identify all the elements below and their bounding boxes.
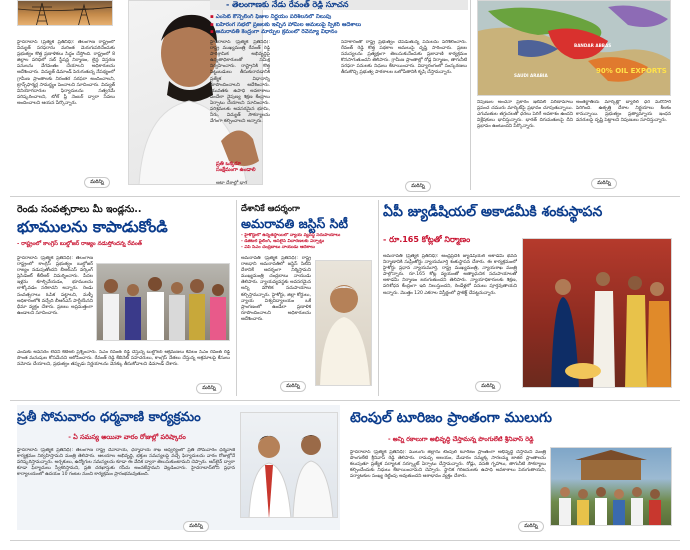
middle-east-map — [477, 0, 671, 96]
mid-bullet-3: - ఏపీ సీఎం చంద్రబాబు నాయుడు ఆదేశాలు — [241, 244, 315, 250]
bullet-1-text: ఎంసెట్ కౌన్సెలింగ్ ఫీజుల నిర్ణయం పరిశీలనలో నిలుపు — [215, 14, 332, 20]
mid-bullets — [241, 233, 373, 250]
mid-left-headline: భూములను కాపాడుకోండి — [17, 218, 168, 236]
bottom-left-article-text: హైదరాబాద్ (ప్రత్యేక ప్రతినిధి): తెలంగాణ రాష్ట్ర దేవాదాయ, ధర్మాదాయ శాఖ ఆధ్వర్యంలో ప్రతీ సోమవారం ధర్మవాణి కార్యక్రమం నిర్వహిస్తామని మంత్రి తెలిపారు. ఆలయాల అభివృద్ధి, భక్తుల సమస్యలపై వచ్చే ఫిర్యాదులను వారం రోజుల్లోనే పరిష్కరిస్తామన్నారు. అర్చకులు, ఉద్యోగుల సమస్యలను కూడా ఈ వేదిక ద్వారా తెలుసుకుంటామని చెప్పారు. ఆన్‌లైన్ ద్వారా కూడా ఫిర్యాదులు స్వీకరిస్తామని, ప్రతి దరఖాస్తుకు రసీదు అందజేస్తామని వెల్లడించారు. హైదరాబాద్‌లోని ప్రధాన కార్యాలయంలో ఉదయం 10 గంటల నుంచి కార్యక్రమం ప్రారంభమవుతుంది. — [17, 448, 235, 478]
ministers-meeting-photo — [240, 412, 338, 518]
map-article-text-right: అంతర్జాతీయ మార్కెట్లో బ్యారెల్ ధర మరోసారి పెరిగింది. ఉత్పత్తి దేశాల నిర్ణయాలు కీలకం కానున్నాయి. ప్రభుత్వం ప్రత్యామ్నాయ ఇంధన వనరులపై దృష్టి పెట్టాలని నిపుణులు సూచిస్తున్నారు. — [576, 100, 671, 124]
mid-kicker: దేశానికే ఆదర్శంగా — [241, 204, 300, 214]
judicial-academy-ceremony-photo — [522, 238, 672, 388]
bottom-right-subhead: - అన్ని రకాలుగా అభివృద్ధి చేస్తామన్న పొంగులేటి శ్రీనివాస్ రెడ్డి — [388, 436, 534, 443]
mid-bullet-1: - హైకోర్టులో ఉన్నతస్థాయిలో న్యాయ వ్యవస్థ సదుపాయాలు — [241, 233, 341, 238]
map-label-oil-exports: 90% OIL EXPORTS — [596, 67, 667, 75]
page-bottom-rule — [10, 540, 680, 541]
mid-right-subhead: - రూ.165 కోట్లతో నిర్మాణం — [383, 235, 471, 244]
mid-article-text: అమరావతి (ప్రత్యేక ప్రతినిధి): రాష్ట్ర రాజధాని అమరావతిలో జస్టిస్ సిటీని దేశానికే ఆదర్శంగా నిర్మిస్తామని ముఖ్యమంత్రి చంద్రబాబు నాయుడు తెలిపారు. న్యాయవ్యవస్థకు అవసరమైన అన్ని మౌలిక సదుపాయాలు కల్పిస్తామన్నారు. హైకోర్టు, జిల్లా కోర్టులు, న్యాయ విశ్వవిద్యాలయం ఒకే ప్రాంగణంలో ఉండేలా ప్రణాళిక రూపొందించాలని అధికారులను ఆదేశించారు. — [241, 256, 311, 322]
section-divider — [10, 400, 680, 401]
read-more-button[interactable]: మరిన్ని — [475, 381, 501, 392]
bullet-3 — [210, 29, 468, 37]
mid-left-bottom-text: ఎందుకు అవసరం లేదని కేటీఆర్ ప్రశ్నించారు. సీఎం రేవంత్ రెడ్డి చేస్తున్న బుల్డోజర్ ఆక్రమణలు కేవలం సీఎం రేవంత్ రెడ్డి సొంత మనుషుల కోసమేనని ఆరోపించారు. రేవంత్ రెడ్డి కేబినెట్ సహచరులు, కాంగ్రెస్ నేతలు చేస్తున్న అక్రమాలపై కేసులు నమోదు చేయాలని, ప్రభుత్వం తప్పుడు నిర్ణయాలను వెనక్కు తీసుకోవాలని డిమాండ్ చేశారు. — [17, 350, 230, 368]
mid-bullet-2: - డిజిటల్ ఫైలింగ్, ఆన్‌లైన్ విచారణలకు ఏర్పాట్లు — [241, 238, 325, 244]
mid-left-article-text: హైదరాబాద్ (ప్రత్యేక ప్రతినిధి): తెలంగాణ రాష్ట్రంలో కాంగ్రెస్ ప్రభుత్వం బుల్డోజర్ రాజ్యం నడుపుతోందని బీఆర్ఎస్ వర్కింగ్ ప్రెసిడెంట్ కేటీఆర్ విమర్శించారు. పేదల ఇళ్లను కూల్చివేయడం, భూములను లాక్కోవడం సరికాదని అన్నారు. రెండు సంవత్సరాలు ఓపిక పట్టాలని, మళ్ళీ అధికారంలోకి వచ్చేది బీఆర్ఎస్ పార్టీయేనని ధీమా వ్యక్తం చేశారు. ప్రజలు అప్రమత్తంగా ఉండాలని సూచించారు. — [17, 256, 93, 316]
read-more-button[interactable]: మరిన్ని — [518, 521, 544, 532]
bottom-left-subhead: - ఏ సమస్య అయినా వారం రోజుల్లో పరిష్కారం — [68, 433, 186, 441]
power-tower-photo — [17, 0, 113, 26]
mid-right-headline: ఏపీ జ్యుడీషియల్ అకాడమీకి శంకుస్థాపన — [383, 204, 603, 220]
quote-label: ప్రతి ఒక్కరూ సంక్షేమంగా ఉండాలి — [216, 161, 256, 174]
mid-headline: అమరావతి జస్టిస్ సిటీ — [241, 216, 349, 231]
read-more-button[interactable]: మరిన్ని — [183, 521, 209, 532]
top-bullets — [210, 14, 468, 37]
bullet-3-text: అమరావతి కేంద్రంగా మార్పుల క్రమంలో రెవెన్యూ విధానం — [215, 29, 338, 36]
bullet-mark: ▪ — [210, 29, 216, 36]
bottom-left-headline: ప్రతీ సోమవారం ధర్మవాణి కార్యక్రమం — [17, 410, 201, 425]
transmission-tower-icon — [18, 1, 113, 26]
column-divider — [470, 0, 471, 190]
read-more-button[interactable]: మరిన్ని — [280, 381, 306, 392]
read-more-button[interactable]: మరిన్ని — [196, 383, 222, 394]
bullet-2-text: బహిరంగ సభలో ప్రజలకు ఇచ్చిన హామీల అమలుపై స్పీకర్ ఆదేశాలు — [215, 21, 362, 28]
top-headline — [210, 0, 468, 10]
mid-right-article-text: అమరావతి (ప్రత్యేక ప్రతినిధి): ఆంధ్రప్రదేశ్ జ్యుడీషియల్ అకాడమీ భవన నిర్మాణానికి సుప్రీంకోర్టు న్యాయమూర్తి శంకుస్థాపన చేశారు. ఈ కార్యక్రమంలో హైకోర్టు ప్రధాన న్యాయమూర్తి, రాష్ట్ర ముఖ్యమంత్రి, న్యాయశాఖ మంత్రి పాల్గొన్నారు. రూ.165 కోట్ల వ్యయంతో అత్యాధునిక సదుపాయాలతో అకాడమీ నిర్మాణం జరుగుతుందని తెలిపారు. న్యాయాధికారులకు శిక్షణ, పరిశోధన కేంద్రంగా ఇది నిలుస్తుందని, రెండేళ్లలో పనులు పూర్తవుతాయని అన్నారు. మొత్తం 120 ఎకరాల విస్తీర్ణంలో ప్రాజెక్ట్ చేపట్టనున్నారు. — [383, 254, 517, 296]
column-divider — [378, 200, 379, 396]
brs-leaders-photo — [96, 263, 230, 341]
bullet-1 — [210, 14, 468, 22]
chandrababu-naidu-photo — [315, 260, 372, 386]
bullet-mark: ▪ — [210, 21, 216, 28]
mid-left-subhead: - రాష్ట్రంలో కాంగ్రెస్ బుల్డోజర్ రాజ్యం నడుస్తోందన్న రేవంత్ — [17, 241, 143, 247]
top-headline-text: - తెలంగాణకు నేడు రేవంత్ రెడ్డి సూచన — [226, 0, 349, 9]
bottom-right-article-text: హైదరాబాద్ (ప్రత్యేక ప్రతినిధి): ములుగు జిల్లాను టెంపుల్ టూరిజం ప్రాంతంగా అభివృద్ధి చేస్తామని మంత్రి పొంగులేటి శ్రీనివాస్ రెడ్డి తెలిపారు. రామప్ప ఆలయం, మేడారం సమ్మక్క సారలమ్మ జాతర ప్రాంతాలను కలుపుతూ ప్రత్యేక పర్యాటక సర్క్యూట్ ఏర్పాటు చేస్తామన్నారు. రోడ్లు, వసతి గృహాలు, తాగునీటి సౌకర్యాలు కల్పించేందుకు నిధులు కేటాయించామని చెప్పారు. స్థానిక గిరిజనులకు ఉపాధి అవకాశాలు పెరుగుతాయని, పర్యాటకుల సంఖ్య రెట్టింపు అవుతుందని ఆశాభావం వ్యక్తం చేశారు. — [350, 450, 546, 480]
bullet-2 — [210, 22, 468, 30]
bottom-right-headline: టెంపుల్ టూరిజం ప్రాంతంగా ములుగు — [350, 410, 552, 426]
map-article-text-left: నిపుణుల అంచనా ప్రకారం ఇటీవలి పరిణామాలు ప్రపంచ చమురు మార్కెట్‌పై ప్రభావం చూపుతున్నాయి. ఎగుమతుల తగ్గుదలతో ధరలు పెరిగే అవకాశం ఉందని విశ్లేషకులు భావిస్తున్నారు. భారత్ దిగుమతులపై దీని ప్రభావం ఉంటుందని పేర్కొన్నారు. — [477, 100, 573, 130]
read-more-button[interactable]: మరిన్ని — [405, 181, 431, 192]
quote-attribution: ఆటా దేశాల్లో భాగ — [216, 181, 248, 186]
column-divider — [236, 200, 237, 396]
section-divider — [10, 196, 680, 197]
top-left-article-text: హైదరాబాద్ (ప్రత్యేక ప్రతినిధి): తెలంగాణ రాష్ట్రంలో విద్యుత్ సరఫరాను మరింత మెరుగుపరిచేందుకు ప్రభుత్వం కొత్త ప్రణాళికలు సిద్ధం చేస్తోంది. రాష్ట్రంలో 8 జిల్లాల పరిధిలో సబ్ స్టేషన్ల నిర్మాణం, లైన్ల విస్తరణ పనులను వేగవంతం చేయాలని అధికారులను ఆదేశించారు. విద్యుత్ డిమాండ్ పెరుగుతున్న నేపథ్యంలో గ్రామీణ ప్రాంతాలకు నిరంతర సరఫరా అందించాలని, ట్రాన్స్‌ఫార్మర్ల సామర్థ్యం పెంచాలని సూచించారు. విద్యుత్ వినియోగదారుల ఫిర్యాదులను సత్వరమే పరిష్కరించాలని, టోల్ ఫ్రీ నెంబర్ ద్వారా సేవలు అందించాలని ఆయన పేర్కొన్నారు. — [17, 40, 115, 106]
top-right-article-text: సహకారంతో రాష్ట్ర ప్రభుత్వం చేపడుతున్న పనులను పరిశీలించారు. రేవంత్ రెడ్డి కొత్త పథకాల అమలుపై దృష్టి సారించారు. ప్రజల సమస్యలను ప్రత్యక్షంగా తెలుసుకునేందుకు ప్రజావాణి కార్యక్రమం కొనసాగుతుందని తెలిపారు. గ్రామీణ ప్రాంతాల్లో రోడ్ల నిర్మాణం, తాగునీటి సరఫరా పనులకు నిధులు కేటాయించారు. విద్యారంగంలో సంస్కరణలు తీసుకొచ్చి ప్రభుత్వ పాఠశాలల బలోపేతానికి కృషి చేస్తామన్నారు. — [341, 40, 467, 76]
bullet-mark: ▪ — [210, 14, 216, 20]
top-mid-article-text: హైదరాబాద్ (ప్రత్యేక ప్రతినిధి): రాష్ట్ర ముఖ్యమంత్రి రేవంత్ రెడ్డి పారిశ్రామిక అభివృద్ధిపై ఉన్నతాధికారులతో సమీక్ష నిర్వహించారు. రాష్ట్రానికి కొత్త పెట్టుబడులు తీసుకురావడానికి ప్రత్యేక విధానాన్ని రూపొందించాలని ఆదేశించారు. యువతకు ఉపాధి అవకాశాలు పెంచేలా నైపుణ్య శిక్షణ కేంద్రాలు ఏర్పాటు చేయాలని సూచించారు. పరిశ్రమలకు అవసరమైన భూమి, నీరు, విద్యుత్ సౌకర్యాలను వేగంగా కల్పించాలని అన్నారు. — [210, 40, 270, 125]
read-more-button[interactable]: మరిన్ని — [591, 178, 617, 189]
map-label-saudi: SAUDI ARABIA — [514, 73, 548, 78]
read-more-button[interactable]: మరిన్ని — [84, 177, 110, 188]
mid-left-kicker: రెండు సంవత్సరాలు మీ ఇండ్లను.. — [17, 204, 142, 215]
mulugu-temple-photo — [550, 447, 672, 526]
map-label-bandar-abbas: BANDAR ABBAS — [574, 43, 612, 48]
